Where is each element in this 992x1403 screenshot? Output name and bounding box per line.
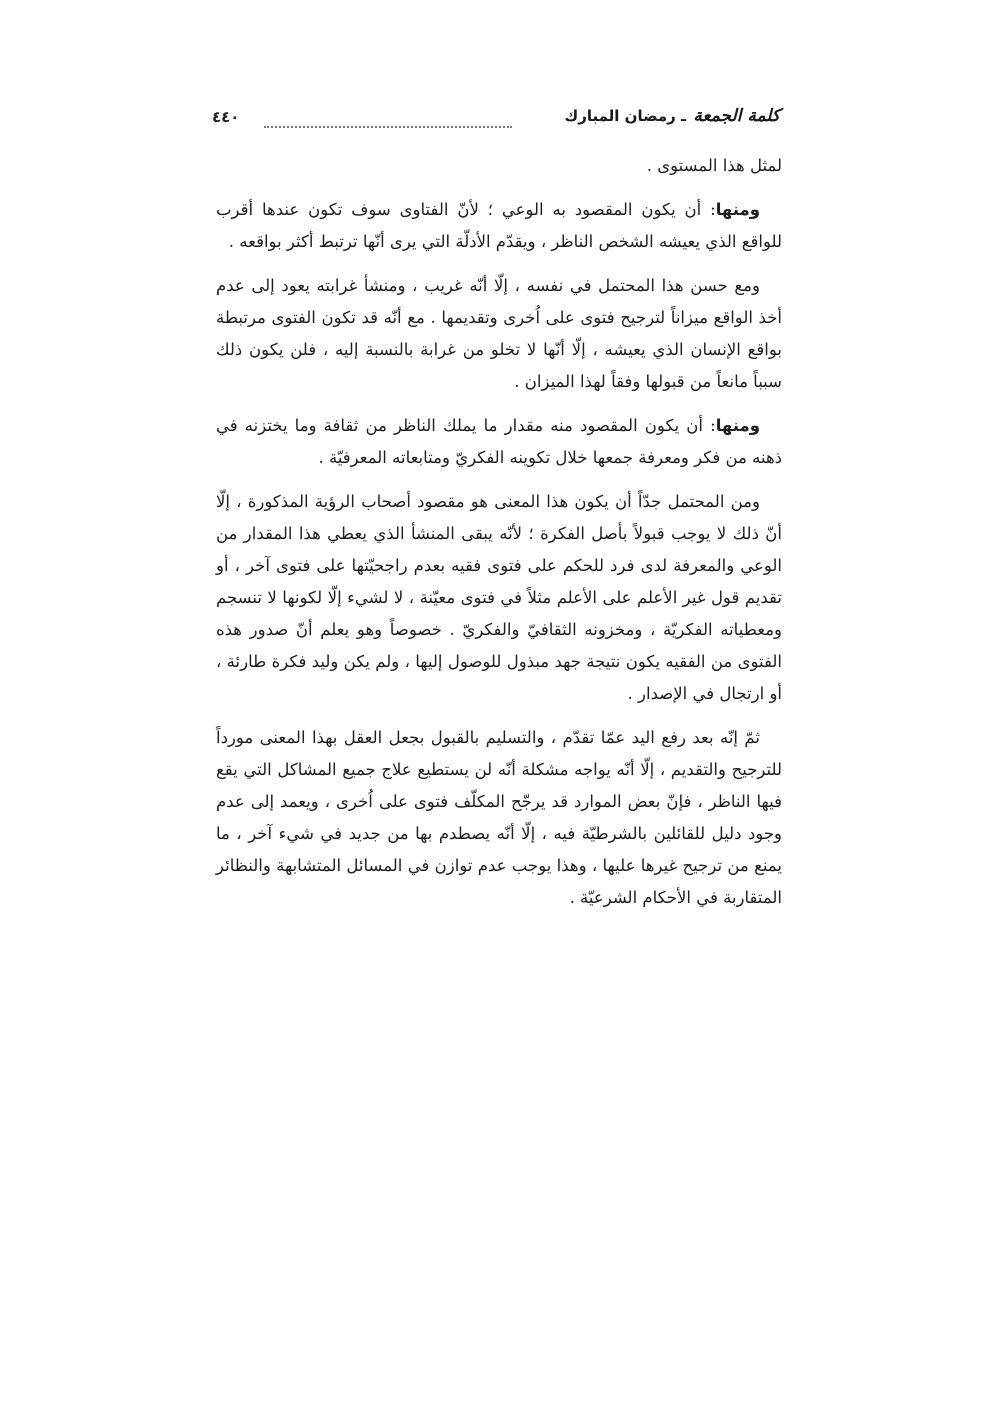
paragraph-1 [216, 194, 782, 258]
paragraph-text: : أن يكون المقصود به الوعي ؛ لأنّ الفتاوى سوف تكون عندها أقرب للواقع الذي يعيشه الشخص الناظر ، ويقدّم الأدلّة التي يرى أنّها ترتبط أكثر بواقعه . [216, 200, 782, 251]
paragraph-lead-word: ومنها [715, 416, 760, 435]
page-number: ٤٤٠ [212, 108, 240, 126]
paragraph-continuation: لمثل هذا المستوى . [646, 156, 782, 175]
paragraph-lead-word: ومنها [715, 200, 760, 219]
paragraph-5: ثمّ إنّه بعد رفع اليد عمّا تقدّم ، والتسليم بالقبول بجعل العقل بهذا المعنى مورداً للترجيح والتقديم ، إلّا أنّه يواجه مشكلة أنّه لن يستطيع علاج جميع المشاكل التي يقع فيها الناظر ، فإنّ بعض الموارد قد يرجّح المكلّف فتوى على اُخرى ، ويعمد إلى عدم وجود دليل للقائلين بالشرطيّة فيه ، إلّا أنّه يصطدم بها من جديد في شيء آخر ، ما يمنع من ترجيح غيرها عليها ، وهذا يوجب عدم توازن في المسائل المتشابهة والنظائر المتقاربة في الأحكام الشرعيّة . [216, 728, 782, 907]
running-header [212, 106, 780, 140]
series-title-logo: كلمة الجمعة [693, 106, 780, 126]
paragraph-text: : أن يكون المقصود منه مقدار ما يملك الناظر من ثقافة وما يختزنه في ذهنه من فكر ومعرفة جمعها خلال تكوينه الفكريّ ومتابعاته المعرفيّة . [216, 416, 782, 467]
book-title: ـ رمضان المبارك [564, 107, 687, 125]
paragraph-3 [216, 410, 782, 474]
paragraph-2: ومع حسن هذا المحتمل في نفسه ، إلّا أنّه غريب ، ومنشأ غرابته يعود إلى عدم أخذ الواقع ميزاناً لترجيح فتوى على اُخرى وتقديمها . مع أنّه قد تكون الفتوى مرتبطة بواقع الإنسان الذي يعيشه ، إلّا أنّها لا تخلو من غرابة بالنسبة إليه ، فلن يكون ذلك سبباً مانعاً من قبولها وفقاً لهذا الميزان . [216, 276, 782, 391]
header-title [564, 106, 780, 126]
main-text [216, 150, 782, 914]
paragraph-4: ومن المحتمل جدّاً أن يكون هذا المعنى هو مقصود أصحاب الرؤية المذكورة ، إلّا أنّ ذلك لا يوجب قبولاً بأصل الفكرة ؛ لأنّه يبقى المنشأ الذي يعطي هذا المقدار من الوعي والمعرفة لدى فرد للحكم على فتوى فقيه بعدم راجحيّتها على فتوى آخر ، أو تقديم قول غير الأعلم على الأعلم مثلاً في فتوى معيّنة ، لا لشيء إلّا لكونها لا تنسجم ومعطياته الفكريّة ، ومخزونه الثقافيّ والفكريّ . خصوصاً وهو يعلم أنّ صدور هذه الفتوى من الفقيه يكون نتيجة جهد مبذول للوصول إليها ، ولم يكن وليد فكرة طارئة ، أو ارتجال في الإصدار . [216, 492, 782, 703]
header-dotted-rule [264, 126, 512, 128]
